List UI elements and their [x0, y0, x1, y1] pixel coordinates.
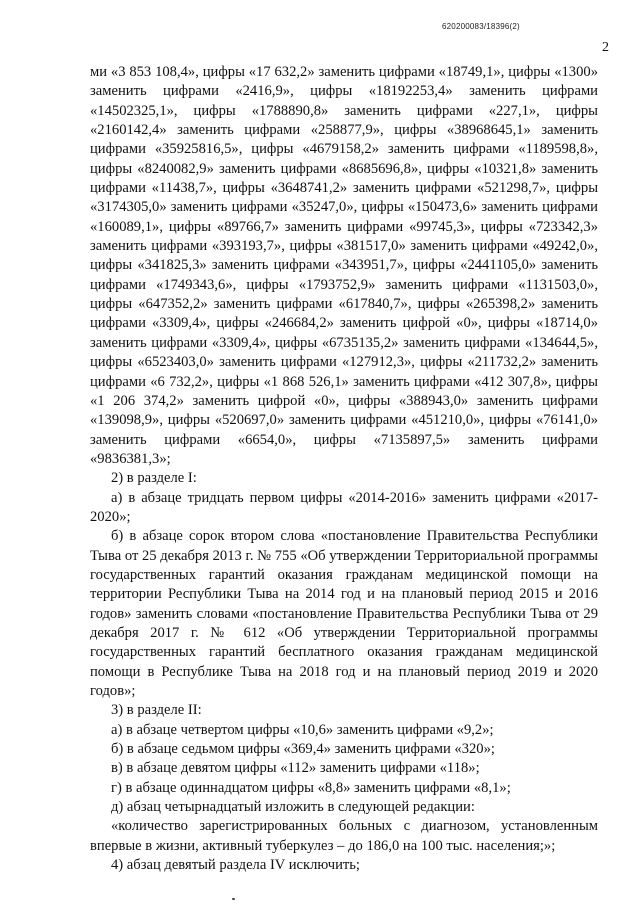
page-number: 2: [602, 40, 609, 55]
paragraph-section-2-heading: 3) в разделе II:: [111, 702, 202, 719]
paragraph-section-2-a: а) в абзаце четвертом цифры «10,6» заменить цифрами «9,2»;: [111, 721, 494, 738]
paragraph-section-2-e: д) абзац четырнадцатый изложить в следующей редакции:: [111, 799, 475, 816]
paragraph-section-2-c: в) в абзаце девятом цифры «112» заменить цифрами «118»;: [111, 760, 480, 777]
paragraph-section-2-b: б) в абзаце седьмом цифры «369,4» заменить цифрами «320»;: [111, 741, 495, 758]
document-body: [90, 63, 598, 875]
scan-speck: [232, 898, 235, 900]
paragraph-section-1-heading: 2) в разделе I:: [111, 470, 197, 487]
document-code: 620200083/18396(2): [442, 22, 520, 31]
paragraph-section-1-a: а) в абзаце тридцать первом цифры «2014-2016» заменить цифрами «2017-2020»;: [90, 489, 598, 525]
paragraph-tuberculosis-quote: «количество зарегистрированных больных с диагнозом, установленным впервые в жизни, активный туберкулез – до 186,0 на 100 тыс. населения;»;: [90, 818, 598, 854]
paragraph-section-1-b: б) в абзаце сорок втором слова «постановление Правительства Республики Тыва от 25 декабря 2013 г. № 755 «Об утверждении Территориальной программы государственных гарантий оказания гражданам медицинской помощи на территории Республики Тыва на 2014 год и на плановый период 2015 и 2016 годов» заменить словами «постановление Правительства Республики Тыва от 29 декабря 2017 г. № 612 «Об утверждении Территориальной программы государственных гарантий бесплатного оказания гражданам медицинской помощи в Республике Тыва на 2018 год и на плановый период 2019 и 2020 годов»;: [90, 528, 598, 699]
paragraph-section-2-d: г) в абзаце одиннадцатом цифры «8,8» заменить цифрами «8,1»;: [111, 779, 511, 796]
paragraph-amendment-figures: ми «3 853 108,4», цифры «17 632,2» заменить цифрами «18749,1», цифры «1300» заменить цифрами «2416,9», цифры «18192253,4» заменить цифрами «14502325,1», цифры «1788890,8» заменить цифрами «227,1», цифры «2160142,4» заменить цифрами «258877,9», цифры «38968645,1» заменить цифрами «35925816,5», цифры «4679158,2» заменить цифрами «1189598,8», цифры «8240082,9» заменить цифрами «8685696,8», цифры «10321,8» заменить цифрами «11438,7», цифры «3648741,2» заменить цифрами «521298,7», цифры «3174305,0» заменить цифрами «35247,0», цифры «150473,6» заменить цифрами «160089,1», цифры «89766,7» заменить цифрами «99745,3», цифры «723342,3» заменить цифрами «393193,7», цифры «381517,0» заменить цифрами «49242,0», цифры «341825,3» заменить цифрами «343951,7», цифры «2441105,0» заменить цифрами «1749343,6», цифры «1793752,9» заменить цифрами «1131503,0», цифры «647352,2» заменить цифрами «617840,7», цифры «265398,2» заменить цифрами «3309,4», цифры «246684,2» заменить цифрой «0», цифры «18714,0» заменить цифрами «3309,4», цифры «6735135,2» заменить цифрами «134644,5», цифры «6523403,0» заменить цифрами «127912,3», цифры «211732,2» заменить цифрами «6 732,2», цифры «1 868 526,1» заменить цифрами «412 307,8», цифры «1 206 374,2» заменить цифрой «0», цифры «388943,0» заменить цифрами «139098,9», цифры «520697,0» заменить цифрами «451210,0», цифры «76141,0» заменить цифрами «6654,0», цифры «7135897,5» заменить цифрами «9836381,3»;: [90, 64, 598, 467]
paragraph-section-4: 4) абзац девятый раздела IV исключить;: [111, 857, 360, 874]
